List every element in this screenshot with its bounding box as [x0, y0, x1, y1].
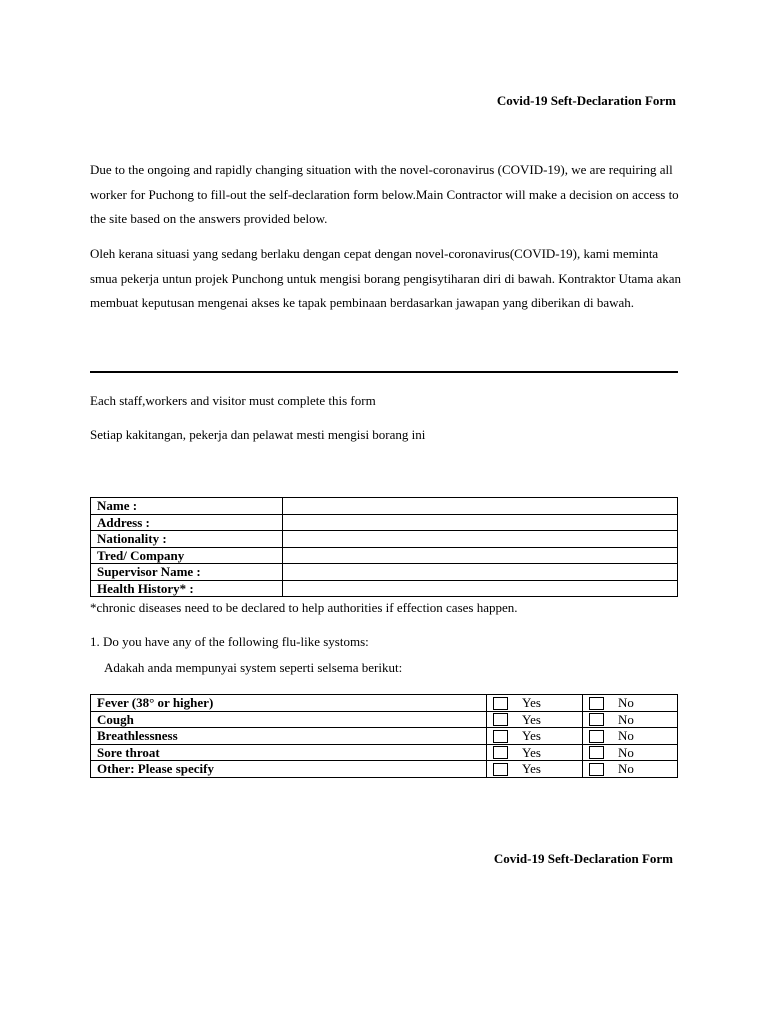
section-divider: [90, 371, 678, 373]
supervisor-name-field[interactable]: [283, 564, 678, 581]
yes-option[interactable]: [487, 761, 583, 778]
nationality-label: Nationality :: [91, 531, 283, 548]
table-row: [91, 580, 678, 597]
no-option[interactable]: [583, 744, 678, 761]
instruction-english: Each staff,workers and visitor must complete this form: [90, 393, 376, 408]
table-row: [91, 564, 678, 581]
no-checkbox[interactable]: [589, 730, 604, 743]
no-option[interactable]: [583, 761, 678, 778]
nationality-field[interactable]: [283, 531, 678, 548]
footnote: *chronic diseases need to be declared to help authorities if effection cases happen.: [90, 600, 518, 615]
name-label: Name :: [91, 498, 283, 515]
address-label: Address :: [91, 514, 283, 531]
no-label: No: [618, 761, 634, 777]
name-field[interactable]: [283, 498, 678, 515]
instruction-malay: Setiap kakitangan, pekerja dan pelawat mesti mengisi borang ini: [90, 427, 426, 442]
table-row: [91, 547, 678, 564]
yes-checkbox[interactable]: [493, 713, 508, 726]
yes-checkbox[interactable]: [493, 697, 508, 710]
yes-label: Yes: [522, 744, 541, 760]
table-row: [91, 531, 678, 548]
no-checkbox[interactable]: [589, 746, 604, 759]
footer-title: Covid-19 Seft-Declaration Form: [493, 851, 673, 866]
yes-option[interactable]: [487, 744, 583, 761]
table-row: [91, 711, 678, 728]
health-history-label: Health History* :: [91, 580, 283, 597]
yes-option[interactable]: [487, 728, 583, 745]
table-row: [91, 761, 678, 778]
question-1-malay: Adakah anda mempunyai system seperti selsema berikut:: [104, 660, 403, 675]
symptom-label: Sore throat: [91, 744, 487, 761]
yes-option[interactable]: [487, 711, 583, 728]
symptom-label: Other: Please specify: [91, 761, 487, 778]
yes-label: Yes: [522, 695, 541, 710]
no-label: No: [618, 744, 634, 760]
question-1-english: 1. Do you have any of the following flu-like systoms:: [90, 634, 369, 649]
symptom-label: Fever (38° or higher): [91, 695, 487, 712]
company-field[interactable]: [283, 547, 678, 564]
table-row: [91, 695, 678, 712]
supervisor-name-label: Supervisor Name :: [91, 564, 283, 581]
table-row: [91, 728, 678, 745]
table-row: [91, 514, 678, 531]
no-label: No: [618, 695, 634, 710]
yes-checkbox[interactable]: [493, 763, 508, 776]
yes-checkbox[interactable]: [493, 730, 508, 743]
health-history-field[interactable]: [283, 580, 678, 597]
no-option[interactable]: [583, 711, 678, 728]
yes-checkbox[interactable]: [493, 746, 508, 759]
no-checkbox[interactable]: [589, 697, 604, 710]
no-option[interactable]: [583, 695, 678, 712]
company-label: Tred/ Company: [91, 547, 283, 564]
table-row: [91, 498, 678, 515]
no-option[interactable]: [583, 728, 678, 745]
no-checkbox[interactable]: [589, 713, 604, 726]
symptom-label: Cough: [91, 711, 487, 728]
intro-english: Due to the ongoing and rapidly changing situation with the novel-coronavirus (COVID-19), we are requiring all worker for Puchong to fill-out the self-declaration form below.Main Contractor will make a decision on access to the site based on the answers provided below.: [90, 162, 679, 226]
yes-label: Yes: [522, 761, 541, 777]
no-checkbox[interactable]: [589, 763, 604, 776]
form-title: Covid-19 Seft-Declaration Form: [496, 93, 676, 108]
intro-malay: Oleh kerana situasi yang sedang berlaku dengan cepat dengan novel-coronavirus(COVID-19), kami meminta smua pekerja untun projek Punchong untuk mengisi borang pengisytiharan diri di bawah. Kontraktor Utama akan membuat keputusan mengenai akses ke tapak pembinaan berdasarkan jawapan yang diberikan di bawah.: [90, 246, 681, 310]
yes-option[interactable]: [487, 695, 583, 712]
yes-label: Yes: [522, 728, 541, 744]
table-row: [91, 744, 678, 761]
symptom-label: Breathlessness: [91, 728, 487, 745]
yes-label: Yes: [522, 711, 541, 727]
address-field[interactable]: [283, 514, 678, 531]
details-table: [90, 497, 678, 597]
symptoms-table: [90, 694, 678, 778]
no-label: No: [618, 728, 634, 744]
no-label: No: [618, 711, 634, 727]
